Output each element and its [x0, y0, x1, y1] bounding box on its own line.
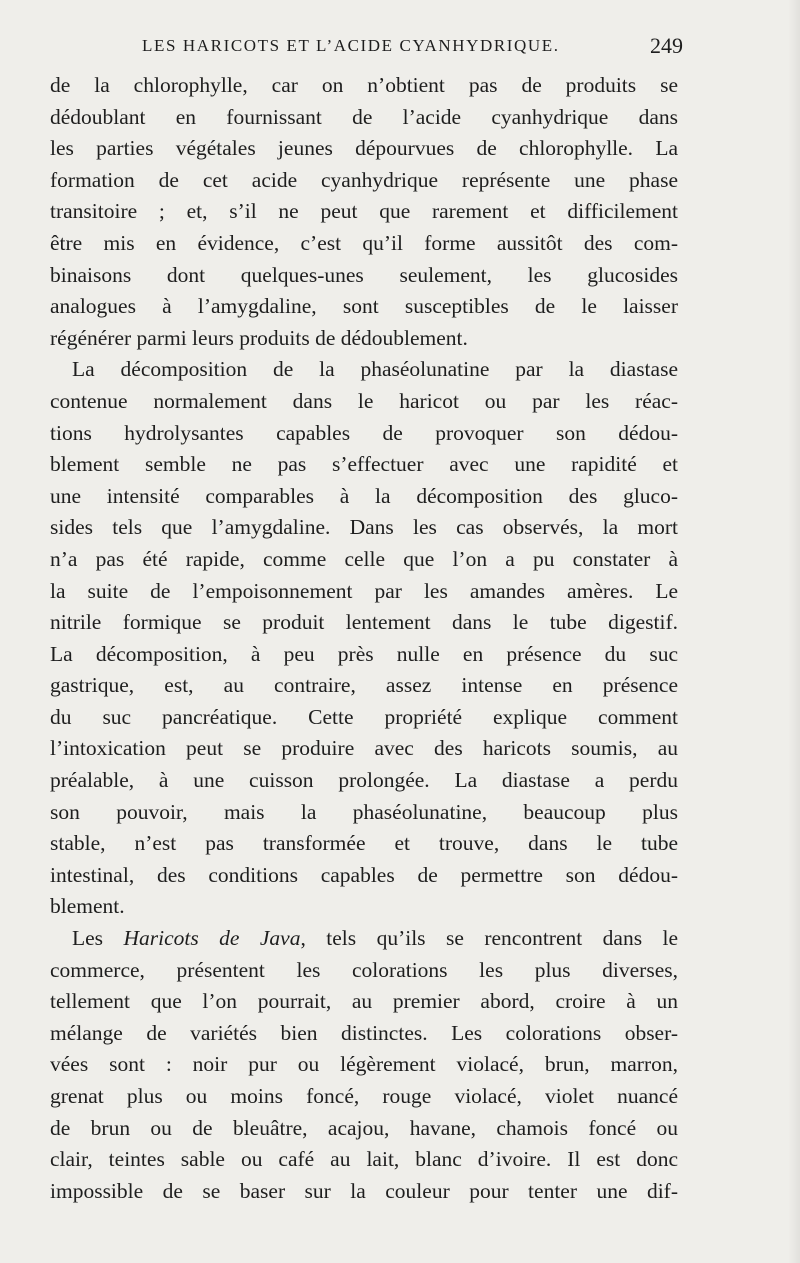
text-line: l’intoxication peut se produire avec des haricots soumis, au — [50, 736, 678, 761]
text-line: tellement que l’on pourrait, au premier abord, croire à un — [50, 989, 678, 1014]
text-line: formation de cet acide cyanhydrique représente une phase — [50, 167, 678, 192]
paragraph-3 — [50, 923, 678, 1207]
text-line: n’a pas été rapide, comme celle que l’on a pu constater à — [50, 546, 678, 571]
text-line: les parties végétales jeunes dépourvues de chlorophylle. La — [50, 136, 678, 161]
text-line: du suc pancréatique. Cette propriété explique comment — [50, 704, 678, 729]
text-line: une intensité comparables à la décomposition des gluco- — [50, 483, 678, 508]
text-line: blement semble ne pas s’effectuer avec une rapidité et — [50, 452, 678, 477]
text-line: blement. — [50, 894, 125, 919]
text-line: de brun ou de bleuâtre, acajou, havane, chamois foncé ou — [50, 1115, 678, 1140]
text-fragment: Les — [72, 926, 124, 951]
text-line: son pouvoir, mais la phaséolunatine, beaucoup plus — [50, 799, 678, 824]
text-line: dédoublant en fournissant de l’acide cyanhydrique dans — [50, 104, 678, 129]
italic-term: Haricots de Java — [123, 926, 301, 951]
text-line: nitrile formique se produit lentement dans le tube digestif. — [50, 610, 678, 635]
text-fragment: , tels qu’ils se rencontrent dans le — [300, 926, 679, 951]
page-header — [118, 34, 683, 64]
text-line: analogues à l’amygdaline, sont susceptibles de le laisser — [50, 294, 678, 319]
text-line: intestinal, des conditions capables de permettre son dédou- — [50, 862, 678, 887]
running-title: LES HARICOTS ET L’ACIDE CYANHYDRIQUE. — [142, 36, 560, 55]
text-line: mélange de variétés bien distinctes. Les colorations obser- — [50, 1020, 678, 1045]
text-line: La décomposition, à peu près nulle en présence du suc — [50, 641, 678, 666]
text-line: tions hydrolysantes capables de provoquer son dédou- — [50, 420, 678, 445]
scan-edge-shadow — [788, 0, 800, 1263]
text-line: commerce, présentent les colorations les plus diverses, — [50, 957, 678, 982]
text-line: régénérer parmi leurs produits de dédoublement. — [50, 325, 468, 350]
text-line: la suite de l’empoisonnement par les amandes amères. Le — [50, 578, 678, 603]
body-text — [50, 70, 678, 1207]
text-line: stable, n’est pas transformée et trouve, dans le tube — [50, 831, 678, 856]
text-line: La décomposition de la phaséolunatine par la diastase — [72, 357, 678, 382]
text-line: impossible de se baser sur la couleur pour tenter une dif- — [50, 1178, 678, 1203]
text-line: transitoire ; et, s’il ne peut que rarement et difficilement — [50, 199, 678, 224]
text-line: préalable, à une cuisson prolongée. La diastase a perdu — [50, 768, 678, 793]
paragraph-2 — [50, 354, 678, 923]
text-line: binaisons dont quelques-unes seulement, les glucosides — [50, 262, 678, 287]
text-line: clair, teintes sable ou café au lait, blanc d’ivoire. Il est donc — [50, 1147, 678, 1172]
text-line: de la chlorophylle, car on n’obtient pas de produits se — [50, 73, 678, 97]
page-number: 249 — [650, 33, 683, 58]
paragraph-1 — [50, 70, 678, 354]
text-line: être mis en évidence, c’est qu’il forme aussitôt des com- — [50, 230, 678, 255]
text-line: contenue normalement dans le haricot ou par les réac- — [50, 388, 678, 413]
text-line: vées sont : noir pur ou légèrement violacé, brun, marron, — [50, 1052, 678, 1077]
text-line: grenat plus ou moins foncé, rouge violacé, violet nuancé — [50, 1084, 678, 1108]
text-line: sides tels que l’amygdaline. Dans les cas observés, la mort — [50, 515, 678, 540]
text-line: gastrique, est, au contraire, assez intense en présence — [50, 673, 678, 698]
text-line-with-italic — [50, 923, 678, 955]
